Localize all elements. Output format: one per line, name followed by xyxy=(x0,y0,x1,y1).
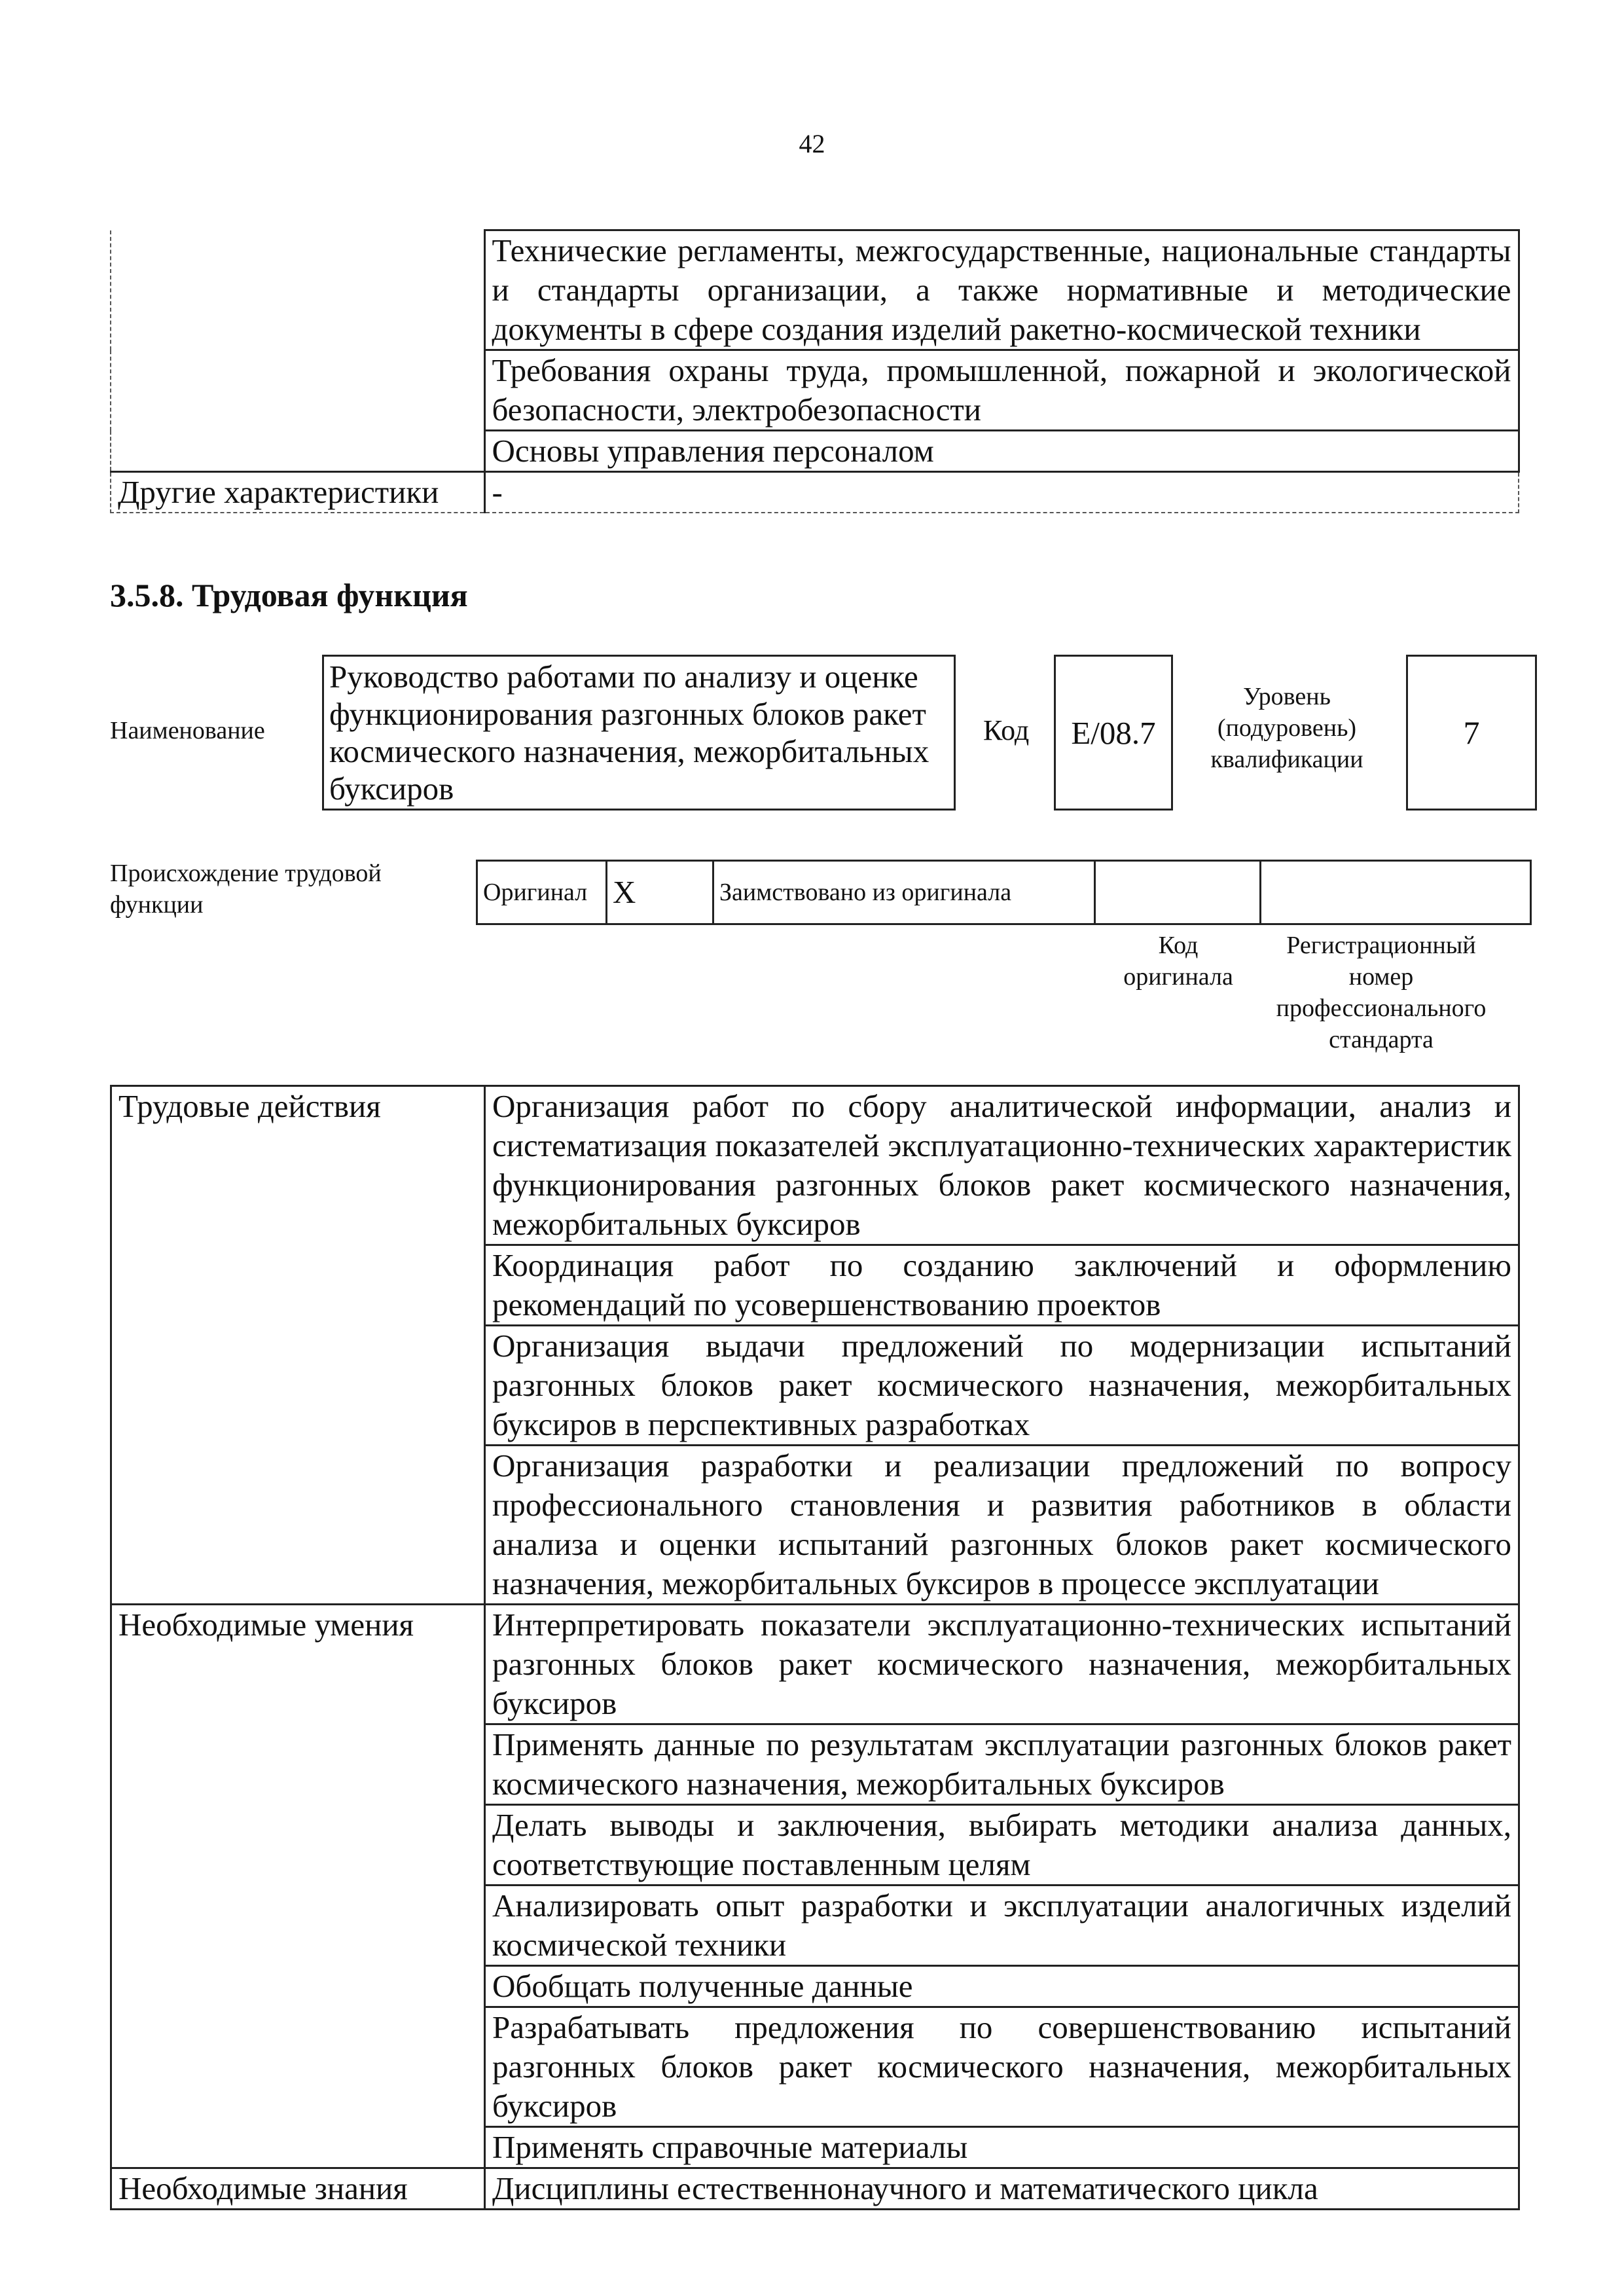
labor-function-table xyxy=(110,1085,1520,2210)
top-knowledge-row: Основы управления персоналом xyxy=(484,431,1519,472)
skill-row: Разрабатывать предложения по совершенствованию испытаний разгонных блоков ракет космического назначения, межорбитальных буксиров xyxy=(485,2007,1519,2127)
caption-line: номер xyxy=(1348,963,1414,991)
origin-label-line: функции xyxy=(110,891,204,919)
code-label: Код xyxy=(983,714,1030,746)
top-knowledge-row: Требования охраны труда, промышленной, пожарной и экологической безопасности, электробезопасности xyxy=(484,350,1519,431)
origin-label xyxy=(110,858,382,920)
caption-line: Код xyxy=(1158,932,1199,959)
level-label xyxy=(1182,681,1392,775)
level-value-box: 7 xyxy=(1406,655,1537,811)
skill-row: Применять справочные материалы xyxy=(485,2127,1519,2168)
name-label: Наименование xyxy=(110,717,265,744)
original-code-caption xyxy=(1087,930,1270,993)
registration-number-cell xyxy=(1261,861,1531,924)
original-mark: X xyxy=(607,861,713,924)
labor-actions-label: Трудовые действия xyxy=(111,1086,485,1605)
original-label: Оригинал xyxy=(477,861,607,924)
skill-row: Применять данные по результатам эксплуатации разгонных блоков ракет космического назначения, межорбитальных буксиров xyxy=(485,1724,1519,1805)
registration-caption xyxy=(1244,930,1519,1055)
required-skills-label: Необходимые умения xyxy=(111,1605,485,2168)
caption-line: оригинала xyxy=(1123,963,1233,991)
caption-line: профессионального xyxy=(1276,994,1487,1022)
function-name-box: Руководство работами по анализу и оценке функционирования разгонных блоков ракет космического назначения, межорбитальных буксиров xyxy=(322,655,956,811)
caption-line: Регистрационный xyxy=(1286,932,1476,959)
caption-line: стандарта xyxy=(1329,1026,1434,1053)
knowledge-row: Дисциплины естественнонаучного и математического цикла xyxy=(485,2168,1519,2210)
origin-table xyxy=(476,860,1532,925)
skill-row: Делать выводы и заключения, выбирать методики анализа данных, соответствующие поставленным целям xyxy=(485,1805,1519,1886)
origin-label-line: Происхождение трудовой xyxy=(110,860,382,887)
skill-row: Интерпретировать показатели эксплуатационно-технических испытаний разгонных блоков ракет космического назначения, межорбитальных буксиров xyxy=(485,1605,1519,1724)
labor-action-row: Организация выдачи предложений по модернизации испытаний разгонных блоков ракет космического назначения, межорбитальных буксиров в перспективных разработках xyxy=(485,1326,1519,1446)
other-characteristics-value: - xyxy=(484,472,1519,513)
code-value-box: E/08.7 xyxy=(1054,655,1173,811)
top-requirements-table xyxy=(110,229,1520,513)
labor-action-row: Координация работ по созданию заключений и оформлению рекомендаций по усовершенствованию проектов xyxy=(485,1245,1519,1326)
skill-row: Анализировать опыт разработки и эксплуатации аналогичных изделий космической техники xyxy=(485,1886,1519,1966)
other-characteristics-label: Другие характеристики xyxy=(111,472,484,513)
required-knowledge-label: Необходимые знания xyxy=(111,2168,485,2210)
original-code-cell xyxy=(1095,861,1261,924)
section-title: 3.5.8. Трудовая функция xyxy=(110,577,468,613)
level-label-line: Уровень xyxy=(1243,683,1331,710)
borrowed-label: Заимствовано из оригинала xyxy=(713,861,1095,924)
page-number: 42 xyxy=(799,129,825,158)
skill-row: Обобщать полученные данные xyxy=(485,1966,1519,2007)
level-label-line: (подуровень) xyxy=(1217,714,1357,742)
labor-action-row: Организация разработки и реализации предложений по вопросу профессионального становления и развития работников в области анализа и оценки испытаний разгонных блоков ракет космического назначения, межорбитальных буксиров в процессе эксплуатации xyxy=(485,1446,1519,1605)
top-left-empty-cell xyxy=(111,230,484,472)
level-label-line: квалификации xyxy=(1210,746,1363,773)
top-knowledge-row: Технические регламенты, межгосударственные, национальные стандарты и стандарты организации, а также нормативные и методические документы в сфере создания изделий ракетно-космической техники xyxy=(484,230,1519,350)
labor-action-row: Организация работ по сбору аналитической информации, анализ и систематизация показателей эксплуатационно-технических характеристик функционирования разгонных блоков ракет космического назначения, межорбитальных буксиров xyxy=(485,1086,1519,1245)
